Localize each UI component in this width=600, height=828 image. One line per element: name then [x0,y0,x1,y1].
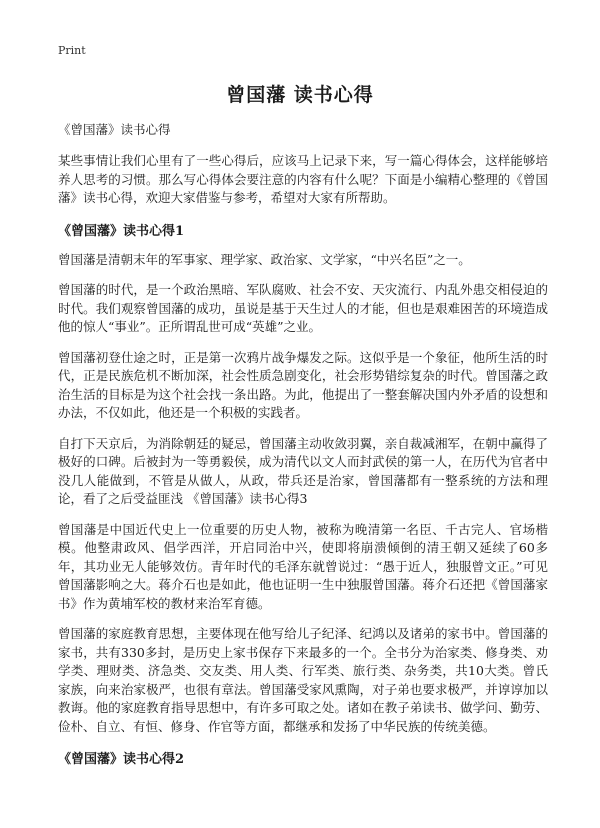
print-link[interactable]: Print [58,44,86,57]
paragraph: 自打下天京后，为消除朝廷的疑忌，曾国藩主动收敛羽翼，亲自裁减湘军，在朝中赢得了极好的口碑。后被封为一等勇毅侯，成为清代以文人而封武侯的第一人，在历代为官者中没几人能做到，不管是从做人，从政，带兵还是治家，曾国藩都有一整系统的方法和理论，看了之后受益匪浅 《曾国藩》读书心得3 [58,435,548,506]
paragraph: 曾国藩的时代，是一个政治黑暗、军队腐败、社会不安、天灾流行、内乱外患交相侵迫的时代。我们观察曾国藩的成功，虽说是基于天生过人的才能，但也是艰难困苦的环境造成他的惊人“事业”。正所谓乱世可成“英雄”之业。 [58,282,548,334]
article-body [58,152,548,779]
document-subtitle: 《曾国藩》读书心得 [58,122,171,137]
paragraph: 曾国藩是中国近代史上一位重要的历史人物，被称为晚清第一名臣、千古完人、官场楷模。他整肃政风、倡学西洋，开启同治中兴，使即将崩溃倾倒的清王朝又延续了60多年，其功业无人能够效仿。青年时代的毛泽东就曾说过：“愚于近人，独服曾文正。”可见曾国藩影响之大。蒋介石也是如此，他也证明一生中独服曾国藩。蒋介石还把《曾国藩家书》作为黄埔军校的教材来治军育德。 [58,521,548,611]
paragraph: 曾国藩是清朝末年的军事家、理学家、政治家、文学家，“中兴名臣”之一。 [58,251,471,267]
paragraph: 曾国藩的家庭教育思想，主要体现在他写给儿子纪泽、纪鸿以及诸弟的家书中。曾国藩的家书，共有330多封，是历史上家书保存下来最多的一个。全书分为治家类、修身类、劝学类、理财类、济急类、交友类、用人类、行军类、旅行类、杂务类，共10大类。曾氏家族，向来治家极严，也很有章法。曾国藩受家风熏陶，对子弟也要求极严，并谆谆加以教诲。他的家庭教育指导思想中，有许多可取之处。诸如在教子弟读书、做学问、勤劳、俭朴、自立、有恒、修身、作官等方面，都继承和发扬了中华民族的传统美德。 [58,626,548,734]
section-heading-2: 《曾国藩》读书心得2 [58,752,185,767]
intro-paragraph: 某些事情让我们心里有了一些心得后，应该马上记录下来，写一篇心得体会，这样能够培养人思考的习惯。那么写心得体会要注意的内容有什么呢？下面是小编精心整理的《曾国藩》读书心得，欢迎大家借鉴与参考，希望对大家有所帮助。 [58,153,548,205]
page-title: 曾国藩 读书心得 [226,84,374,106]
section-heading-1: 《曾国藩》读书心得1 [58,223,185,239]
paragraph: 曾国藩初登仕途之时，正是第一次鸦片战争爆发之际。这似乎是一个象征，他所生活的时代，正是民族危机不断加深，社会性质急剧变化，社会形势错综复杂的时代。曾国藩之政治生活的目标是为这个社会找一条出路。为此，他提出了一整套解决国内外矛盾的设想和办法，不仅如此，他还是一个积极的实践者。 [58,349,548,420]
